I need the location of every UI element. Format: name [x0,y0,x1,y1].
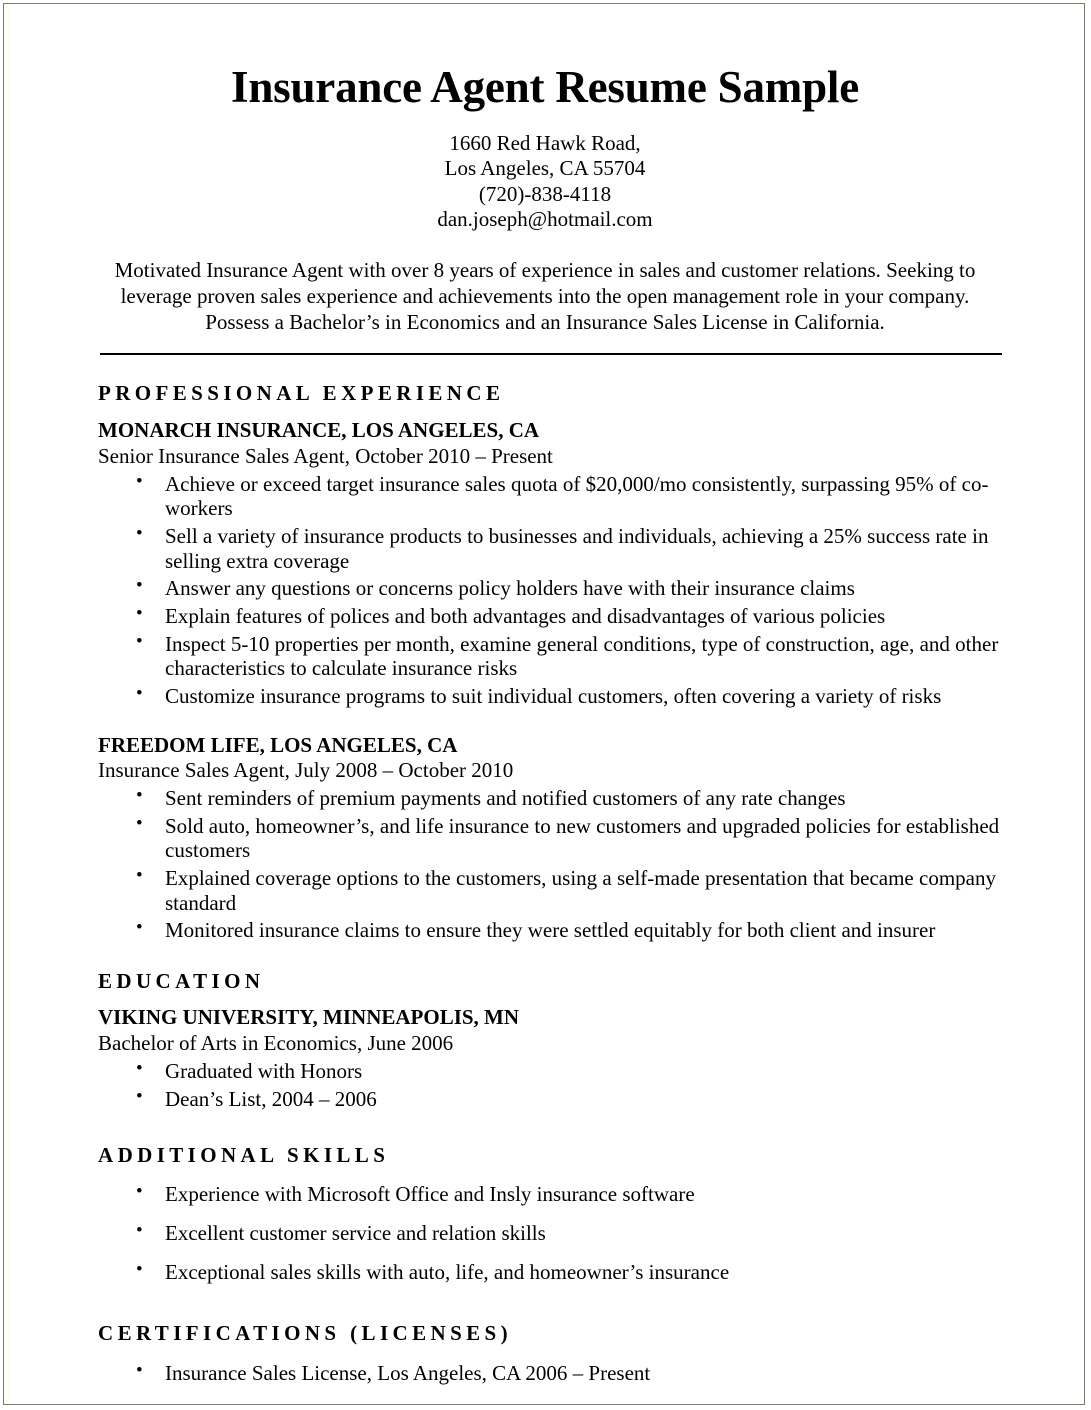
list-item: • Explain features of polices and both advantages and disadvantages of various policies [98,604,1002,629]
section-professional-experience [98,381,1002,943]
resume-body [4,381,1086,1385]
list-item: • Insurance Sales License, Los Angeles, CA 2006 – Present [98,1361,1002,1386]
section-heading-certifications: CERTIFICATIONS (LICENSES) [98,1321,513,1346]
list-item: • Explained coverage options to the customers, using a self-made presentation that became company standard [98,866,1002,915]
list-item: • Customize insurance programs to suit individual customers, often covering a variety of risks [98,684,1002,709]
section-heading-education: EDUCATION [98,969,265,994]
resume-sheet [4,4,1086,1406]
employer-name: FREEDOM LIFE, LOS ANGELES, CA [98,732,458,757]
list-item: • Answer any questions or concerns policy holders have with their insurance claims [98,576,1002,601]
page-frame [3,3,1085,1405]
list-item: • Dean’s List, 2004 – 2006 [98,1087,1002,1112]
experience-bullet-list [98,786,1002,943]
experience-entry [98,418,1002,709]
section-additional-skills [98,1143,1002,1284]
contact-email: dan.joseph@hotmail.com [437,207,653,232]
section-heading-skills: ADDITIONAL SKILLS [98,1143,390,1168]
list-item: • Monitored insurance claims to ensure they were settled equitably for both client and insurer [98,918,1002,943]
professional-summary: Motivated Insurance Agent with over 8 years of experience in sales and customer relations. Seeking to leverage proven sales experience and achievements into the open management role in your company. Possess a Bachelor’s in Economics and an Insurance Sales License in California. [114,257,976,334]
job-title-and-dates: Insurance Sales Agent, July 2008 – October 2010 [98,758,514,783]
experience-entry [98,733,1002,944]
list-item: • Experience with Microsoft Office and Insly insurance software [98,1182,1002,1207]
education-bullet-list [98,1059,1002,1111]
skills-bullet-list [98,1182,1002,1284]
job-title-and-dates: Senior Insurance Sales Agent, October 2010 – Present [98,443,553,468]
list-item: • Achieve or exceed target insurance sales quota of $20,000/mo consistently, surpassing 95% of co-workers [98,472,1002,521]
page-title: Insurance Agent Resume Sample [231,62,859,112]
list-item: • Graduated with Honors [98,1059,1002,1084]
employer-name: MONARCH INSURANCE, LOS ANGELES, CA [98,417,540,442]
experience-bullet-list [98,472,1002,709]
school-name: VIKING UNIVERSITY, MINNEAPOLIS, MN [98,1005,520,1030]
contact-phone: (720)-838-4118 [478,181,612,206]
list-item: • Inspect 5-10 properties per month, examine general conditions, type of construction, age, and other characteristics to calculate insurance risks [98,632,1002,681]
degree-and-date: Bachelor of Arts in Economics, June 2006 [98,1031,454,1056]
list-item: • Exceptional sales skills with auto, life, and homeowner’s insurance [98,1260,1002,1285]
header-divider [100,353,1002,355]
contact-block [4,131,1086,233]
section-heading-experience: PROFESSIONAL EXPERIENCE [98,380,505,405]
section-certifications [98,1321,1002,1385]
list-item: • Sell a variety of insurance products to businesses and individuals, achieving a 25% success rate in selling extra coverage [98,524,1002,573]
list-item: • Sent reminders of premium payments and notified customers of any rate changes [98,786,1002,811]
list-item: • Sold auto, homeowner’s, and life insurance to new customers and upgraded policies for established customers [98,814,1002,863]
list-item: • Excellent customer service and relation skills [98,1221,1002,1246]
section-education [98,969,1002,1111]
certifications-bullet-list [98,1361,1002,1386]
contact-city-line: Los Angeles, CA 55704 [444,156,646,181]
contact-address-line: 1660 Red Hawk Road, [449,130,641,155]
